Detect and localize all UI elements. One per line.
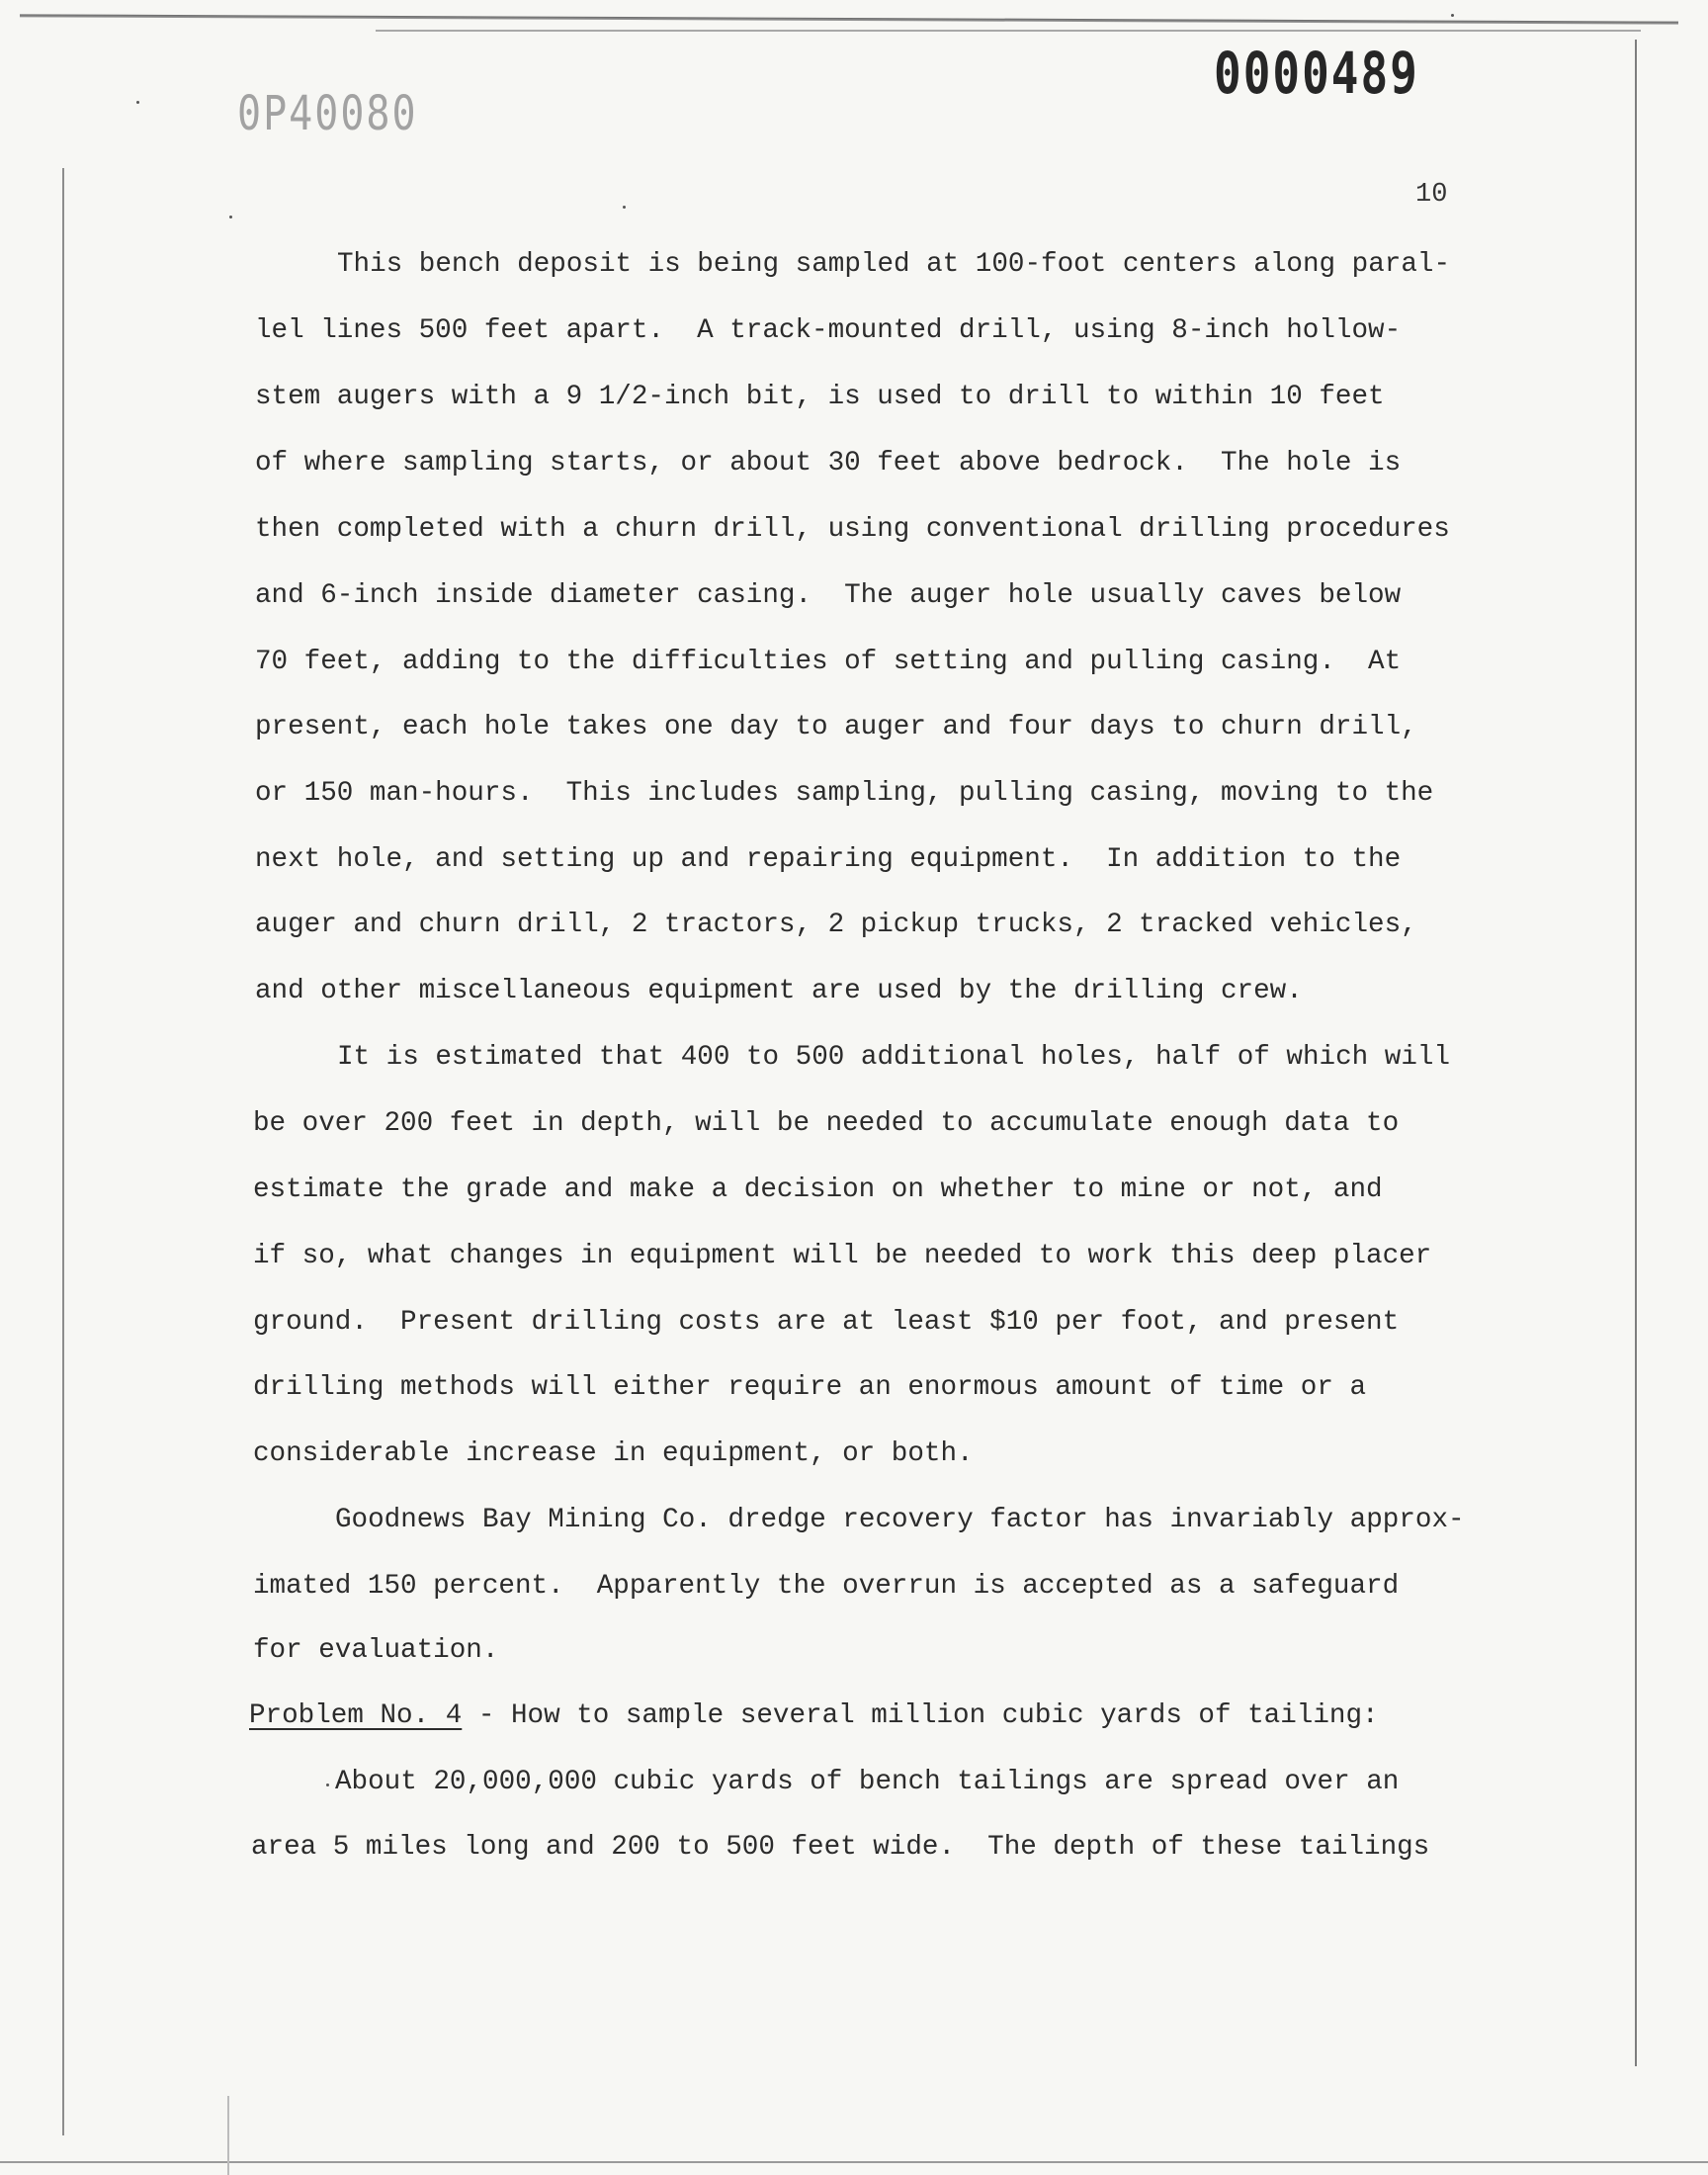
scan-speck [229, 216, 232, 218]
text-line: and other miscellaneous equipment are used by the drilling crew. [255, 976, 1303, 1006]
top-edge-rule [20, 14, 1678, 24]
text-line: area 5 miles long and 200 to 500 feet wide. The depth of these tailings [251, 1832, 1430, 1863]
text-line: lel lines 500 feet apart. A track-mounted drill, using 8-inch hollow- [255, 315, 1402, 346]
text-line: Goodnews Bay Mining Co. dredge recovery factor has invariably approx- [335, 1505, 1465, 1535]
text-line: About 20,000,000 cubic yards of bench tailings are spread over an [335, 1767, 1400, 1797]
text-line: if so, what changes in equipment will be needed to work this deep placer [253, 1241, 1432, 1271]
text-line: 70 feet, adding to the difficulties of setting and pulling casing. At [255, 647, 1402, 677]
text-line: drilling methods will either require an enormous amount of time or a [253, 1372, 1367, 1403]
scan-speck [326, 1784, 329, 1786]
text-line: present, each hole takes one day to auger and four days to churn drill, [255, 712, 1417, 742]
top-edge-rule-secondary [376, 30, 1641, 32]
text-line: considerable increase in equipment, or both. [253, 1438, 974, 1469]
scan-speck [623, 206, 626, 209]
text-line: next hole, and setting up and repairing equipment. In addition to the [255, 844, 1402, 875]
bottom-tick-mark [227, 2096, 229, 2175]
bottom-edge-rule [0, 2161, 1708, 2163]
text-line: estimate the grade and make a decision on whether to mine or not, and [253, 1174, 1383, 1205]
text-line: It is estimated that 400 to 500 additional holes, half of which will [337, 1042, 1451, 1073]
text-line: of where sampling starts, or about 30 feet above bedrock. The hole is [255, 448, 1402, 478]
text-line: be over 200 feet in depth, will be needed to accumulate enough data to [253, 1108, 1400, 1139]
scan-speck [136, 101, 139, 104]
text-line: stem augers with a 9 1/2-inch bit, is used to drill to within 10 feet [255, 382, 1385, 412]
right-margin-rule [1635, 40, 1637, 2066]
text-line: auger and churn drill, 2 tractors, 2 pickup trucks, 2 tracked vehicles, [255, 910, 1417, 940]
left-margin-rule [62, 168, 64, 2135]
problem-heading-line [249, 1702, 1379, 1730]
document-stamp-number: 0000489 [1214, 40, 1419, 107]
text-line: ground. Present drilling costs are at least $10 per foot, and present [253, 1307, 1400, 1338]
text-line: and 6-inch inside diameter casing. The auger hole usually caves below [255, 580, 1402, 611]
scan-speck [1451, 14, 1454, 17]
text-line: or 150 man-hours. This includes sampling, pulling casing, moving to the [255, 778, 1434, 809]
problem-heading-text: - How to sample several million cubic yards of tailing: [462, 1700, 1379, 1731]
text-line: for evaluation. [253, 1635, 499, 1666]
faded-stamp-number: 0P40080 [237, 87, 418, 142]
text-line: then completed with a churn drill, using conventional drilling procedures [255, 514, 1450, 545]
text-line: This bench deposit is being sampled at 100-foot centers along paral- [337, 249, 1451, 280]
page-number: 10 [1415, 180, 1448, 210]
problem-heading: Problem No. 4 [249, 1700, 463, 1731]
text-line: imated 150 percent. Apparently the overrun is accepted as a safeguard [253, 1571, 1400, 1602]
